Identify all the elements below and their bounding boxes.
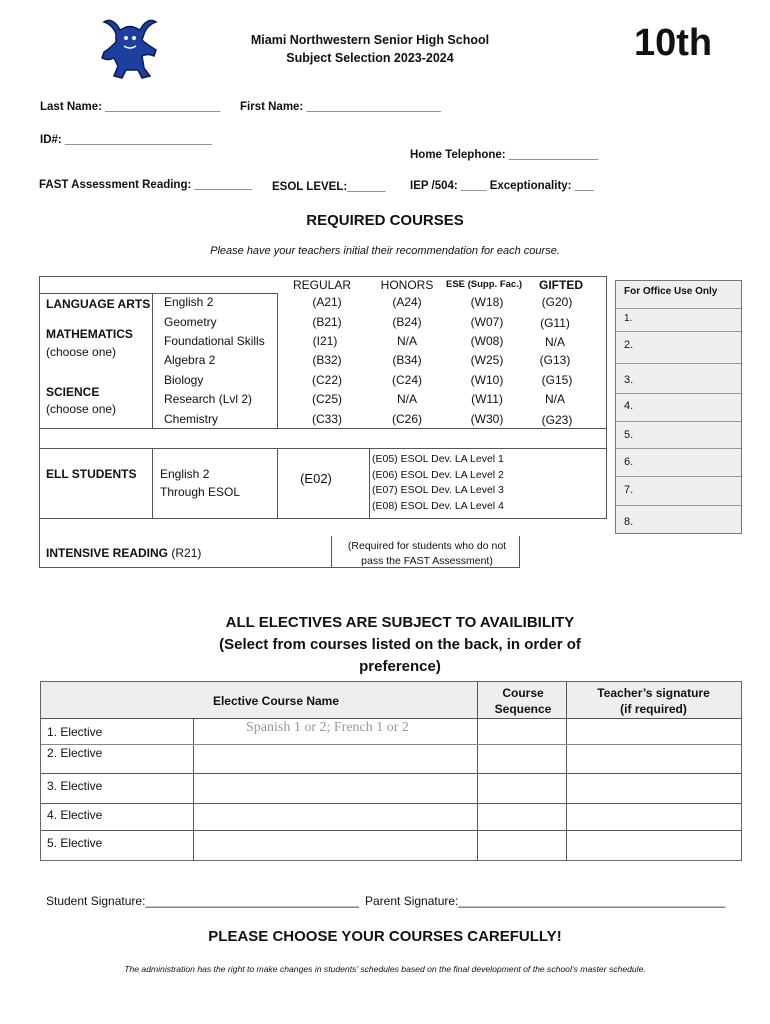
table-col-subject (152, 293, 153, 428)
electives-title (0, 612, 770, 678)
code-honors[interactable]: (C26) (391, 412, 422, 426)
code-regular[interactable]: (B21) (312, 315, 342, 329)
code-ese[interactable]: (W30) (470, 412, 504, 426)
col-teacher-signature (566, 685, 741, 717)
grade-level: 10th (634, 22, 713, 64)
course-name: English 2 (164, 295, 214, 309)
el-row-line-4 (41, 830, 741, 831)
code-gifted[interactable]: (G11) (540, 316, 570, 330)
office-item-5[interactable]: 5. (624, 429, 634, 441)
iep-field[interactable]: IEP /504: ____ Exceptionality: ___ (410, 180, 594, 192)
code-gifted[interactable]: (G23) (541, 413, 573, 427)
code-ese[interactable]: (W08) (470, 334, 504, 348)
table-divider-3 (39, 518, 607, 519)
code-ese[interactable]: (W18) (470, 295, 504, 309)
elective-row-5: 5. Elective (47, 836, 103, 850)
code-regular[interactable]: (I21) (312, 334, 338, 348)
col-honors: HONORS (380, 278, 434, 292)
code-ese[interactable]: (W25) (470, 353, 504, 367)
school-logo (96, 16, 164, 86)
col-seq-line2: Sequence (494, 702, 552, 716)
col-sig-line1: Teacher’s signature (597, 686, 710, 700)
fast-reading-field[interactable]: FAST Assessment Reading: _________ (39, 179, 253, 191)
esol-level-3[interactable]: (E07) ESOL Dev. LA Level 3 (372, 484, 504, 496)
office-item-3[interactable]: 3. (624, 374, 634, 386)
col-ese: ESE (Supp. Fac.) (445, 279, 522, 290)
col-elective-name: Elective Course Name (212, 694, 340, 708)
ell-code[interactable]: (E02) (300, 471, 332, 486)
code-honors[interactable]: (B34) (392, 353, 422, 367)
code-gifted[interactable]: (G15) (541, 373, 573, 387)
table-divider-2 (39, 448, 607, 449)
code-regular[interactable]: (C22) (311, 373, 342, 387)
office-divider-7 (616, 476, 741, 477)
table-col-ell-code (369, 448, 370, 518)
code-regular[interactable]: (B32) (312, 353, 342, 367)
office-item-4[interactable]: 4. (624, 400, 634, 412)
elective-row-3: 3. Elective (47, 779, 103, 793)
form-subtitle: Subject Selection 2023-2024 (286, 51, 454, 65)
elective-row-4: 4. Elective (47, 808, 103, 822)
table-border-right (606, 276, 607, 519)
office-item-2[interactable]: 2. (624, 339, 634, 351)
home-telephone-field[interactable]: Home Telephone: ______________ (410, 149, 599, 161)
course-name: Foundational Skills (164, 334, 265, 348)
table-border-top (39, 276, 607, 277)
course-name: Geometry (164, 315, 217, 329)
id-field[interactable]: ID#: _______________________ (40, 134, 213, 146)
office-divider-3 (616, 363, 741, 364)
table-col-subject-ell (152, 448, 153, 518)
first-name-field[interactable]: First Name: _____________________ (240, 101, 441, 113)
esol-level-1[interactable]: (E05) ESOL Dev. LA Level 1 (372, 453, 504, 465)
esol-level-2[interactable]: (E06) ESOL Dev. LA Level 2 (372, 468, 504, 481)
code-gifted[interactable]: N/A (544, 392, 565, 406)
choose-carefully-warning: PLEASE CHOOSE YOUR COURSES CAREFULLY! (208, 928, 562, 945)
table-col-course-ell (277, 448, 278, 518)
subject-language-arts: LANGUAGE ARTS (46, 297, 151, 311)
office-use-title: For Office Use Only (624, 286, 718, 297)
col-course-sequence (478, 685, 568, 717)
office-divider-6 (616, 448, 741, 449)
required-courses-title: REQUIRED COURSES (306, 212, 464, 229)
electives-title-line3: preference) (359, 658, 441, 675)
col-regular: REGULAR (292, 278, 351, 292)
office-item-1[interactable]: 1. (624, 313, 633, 324)
el-col-seq-line (477, 682, 478, 860)
office-divider-8 (616, 505, 741, 506)
el-row-line-2 (41, 773, 741, 774)
electives-title-line1: ALL ELECTIVES ARE SUBJECT TO AVAILIBILITY (225, 614, 575, 631)
table-col-course (277, 293, 278, 428)
table-col-intensive (331, 536, 332, 568)
esol-level-4[interactable]: (E08) ESOL Dev. LA Level 4 (372, 499, 504, 512)
subject-science: SCIENCE (46, 385, 100, 399)
administration-note: The administration has the right to make changes in students’ schedules based on the final development of the school’s master schedule. (124, 964, 646, 974)
office-divider-4 (616, 393, 741, 394)
electives-table (40, 681, 742, 861)
code-gifted[interactable]: (G20) (541, 295, 573, 309)
el-col-sig-line (566, 682, 567, 860)
course-name: Algebra 2 (164, 353, 216, 367)
office-item-8[interactable]: 8. (624, 516, 634, 528)
intensive-reading-row (46, 546, 201, 560)
code-regular[interactable]: (A21) (312, 295, 342, 309)
code-honors[interactable]: (B24) (392, 315, 422, 329)
code-honors[interactable]: N/A (396, 392, 417, 406)
esol-levels-list (372, 452, 504, 514)
course-name: Research (Lvl 2) (164, 392, 253, 406)
el-row-line-3 (41, 803, 741, 804)
code-honors[interactable]: N/A (396, 334, 417, 348)
science-choose-note: (choose one) (46, 402, 117, 416)
office-divider-5 (616, 421, 741, 422)
parent-signature-field[interactable]: Parent Signature:________________________________________ (365, 894, 726, 908)
last-name-field[interactable]: Last Name: __________________ (40, 101, 221, 113)
intensive-note-line2: pass the FAST Assessment) (361, 555, 493, 567)
electives-title-line2: (Select from courses listed on the back, in order of (219, 636, 581, 653)
code-regular[interactable]: (C25) (311, 392, 342, 406)
code-regular[interactable]: (C33) (311, 412, 342, 426)
el-col-label-line (193, 718, 194, 860)
ell-students-label: ELL STUDENTS (46, 467, 137, 481)
ell-course-line2: Through ESOL (160, 485, 241, 499)
code-ese[interactable]: (W11) (471, 392, 503, 406)
required-instruction: Please have your teachers initial their recommendation for each course. (210, 245, 560, 257)
code-honors[interactable]: (C24) (391, 373, 422, 387)
subject-mathematics: MATHEMATICS (46, 327, 133, 341)
code-ese[interactable]: (W10) (470, 373, 504, 387)
elective-1-entry[interactable]: Spanish 1 or 2; French 1 or 2 (246, 720, 409, 735)
intensive-reading-code[interactable]: (R21) (171, 546, 202, 560)
el-row-line-1 (41, 744, 741, 745)
code-gifted[interactable]: N/A (544, 335, 565, 349)
elective-row-1: 1. Elective (47, 725, 103, 739)
course-name: Chemistry (164, 412, 219, 426)
code-gifted[interactable]: (G13) (539, 353, 571, 367)
table-header-line (39, 293, 277, 294)
el-row-line-0 (41, 718, 741, 719)
esol-level-field[interactable]: ESOL LEVEL:______ (272, 181, 386, 193)
elective-row-2: 2. Elective (47, 746, 103, 760)
intensive-reading-label: INTENSIVE READING (46, 546, 169, 560)
office-divider-2 (616, 331, 741, 332)
code-honors[interactable]: (A24) (392, 295, 422, 309)
student-signature-field[interactable]: Student Signature:________________________________ (46, 894, 359, 908)
office-item-6[interactable]: 6. (624, 456, 634, 468)
col-seq-line1: Course (502, 686, 544, 700)
table-border-left (39, 276, 40, 568)
course-name: Biology (164, 373, 204, 387)
intensive-reading-note (333, 539, 521, 569)
col-sig-line2: (if required) (620, 702, 687, 716)
table-divider-1 (39, 428, 607, 429)
math-choose-note: (choose one) (46, 345, 117, 359)
office-item-7[interactable]: 7. (624, 484, 634, 496)
intensive-note-line1: (Required for students who do not (347, 540, 507, 552)
ell-course-line1: English 2 (160, 467, 210, 481)
bull-mascot-icon (96, 16, 164, 86)
col-gifted: GIFTED (539, 278, 583, 292)
code-ese[interactable]: (W07) (470, 315, 504, 329)
school-name: Miami Northwestern Senior High School (250, 33, 490, 47)
office-divider-1 (616, 308, 741, 309)
office-use-box (615, 280, 742, 534)
